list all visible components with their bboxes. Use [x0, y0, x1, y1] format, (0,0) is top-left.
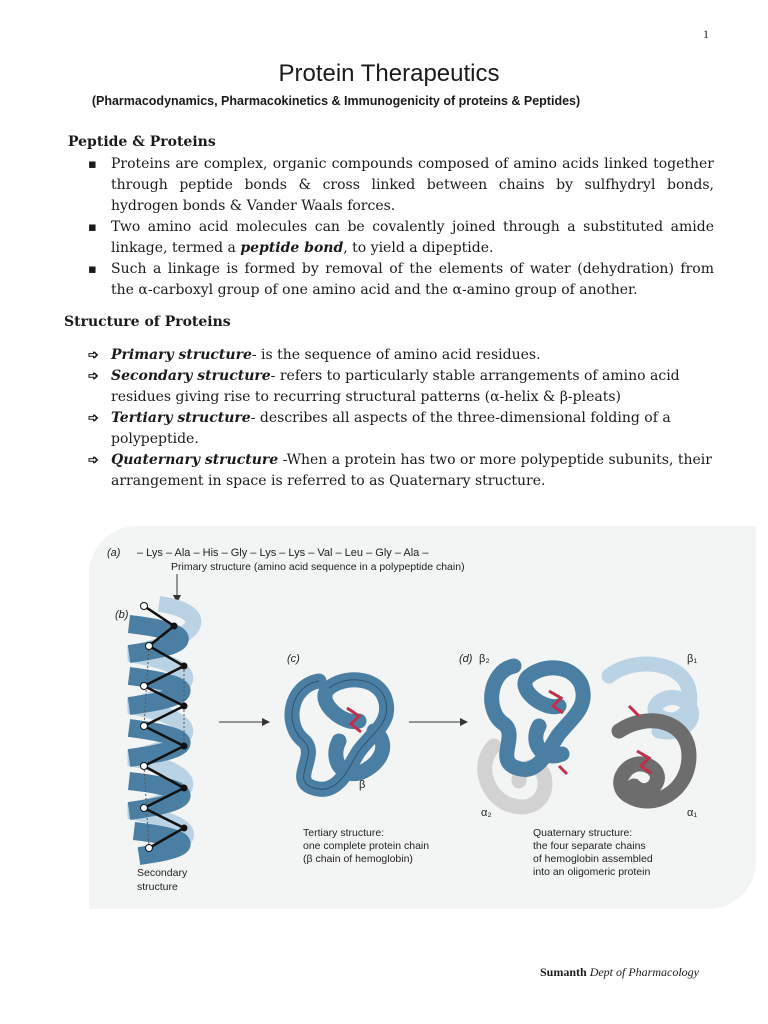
- secondary-caption-line1: Secondary: [137, 867, 188, 879]
- quaternary-structure-icon: [485, 664, 692, 807]
- page-footer: [540, 965, 699, 980]
- structure-term: Primary structure: [111, 347, 252, 363]
- page-number: 1: [703, 27, 709, 41]
- structure-bullet-list: [88, 345, 714, 492]
- figure-label-c: (c): [287, 653, 300, 665]
- tertiary-caption-line2: one complete protein chain: [303, 840, 430, 852]
- amino-acid-sequence: – Lys – Ala – His – Gly – Lys – Lys – Val – Leu – Gly – Ala –: [137, 547, 429, 559]
- peptide-bond-term: peptide bond: [240, 240, 344, 256]
- figure-label-d: (d): [459, 653, 473, 665]
- secondary-caption-line2: structure: [137, 881, 178, 893]
- alpha-helix-icon: [129, 603, 193, 857]
- tertiary-caption-line1: Tertiary structure:: [303, 827, 385, 839]
- beta-chain-label: β: [359, 779, 366, 791]
- protein-structure-diagram: [89, 526, 756, 909]
- page-subtitle: (Pharmacodynamics, Pharmacokinetics & Immunogenicity of proteins & Peptides): [91, 94, 581, 108]
- quaternary-caption-line4: into an oligomeric protein: [533, 866, 651, 878]
- list-item: ▪ Proteins are complex, organic compounds composed of amino acids linked together through peptide bonds & cross linked between chains by sulfhydryl bonds, hydrogen bonds & Vander Waals forces.: [88, 154, 714, 217]
- tertiary-caption-line3: (β chain of hemoglobin): [303, 853, 413, 865]
- quaternary-caption-line1: Quaternary structure:: [533, 827, 633, 839]
- list-item: [88, 408, 714, 450]
- list-item: [88, 450, 714, 492]
- section-heading-structure: Structure of Proteins: [64, 314, 231, 330]
- beta2-label: β₂: [479, 653, 490, 665]
- bullet-text: Two amino acid molecules can be covalently joined through a substituted amide linkage, termed a: [111, 219, 714, 256]
- list-item: [88, 345, 714, 366]
- section-heading-peptides: Peptide & Proteins: [68, 134, 216, 150]
- structure-term: Tertiary structure: [111, 410, 251, 426]
- quaternary-caption-line2: the four separate chains: [533, 840, 646, 852]
- structure-term: Secondary structure: [111, 368, 271, 384]
- tertiary-structure-icon: [292, 680, 387, 790]
- structure-term: Quaternary structure: [111, 452, 279, 468]
- bullet-text: , to yield a dipeptide.: [343, 240, 494, 256]
- figure-label-b: (b): [115, 609, 129, 621]
- figure-label-a: (a): [107, 547, 121, 559]
- beta1-label: β₁: [687, 653, 698, 665]
- protein-structure-figure: [89, 526, 756, 909]
- list-item: ▪ Such a linkage is formed by removal of the elements of water (dehydration) from the α-carboxyl group of one amino acid and the α-amino group of another.: [88, 259, 714, 301]
- peptide-bullet-list: [88, 154, 714, 301]
- page-title: Protein Therapeutics: [278, 60, 500, 87]
- list-item: [88, 217, 714, 259]
- alpha1-label: α₁: [687, 807, 698, 819]
- footer-department: Dept of Pharmacology: [589, 965, 699, 979]
- footer-author: Sumanth: [540, 965, 587, 979]
- primary-structure-caption: Primary structure (amino acid sequence in a polypeptide chain): [171, 561, 465, 573]
- list-item: [88, 366, 714, 408]
- structure-desc: - refers to particularly stable arrangements of amino acid residues giving rise to recurring structural patterns (α-helix & β-pleats): [111, 368, 680, 405]
- structure-desc: - is the sequence of amino acid residues.: [251, 347, 541, 363]
- structure-desc: - describes all aspects of the three-dimensional folding of a polypeptide.: [111, 410, 671, 447]
- alpha2-label: α₂: [481, 807, 492, 819]
- quaternary-caption-line3: of hemoglobin assembled: [533, 853, 653, 865]
- structure-desc: -When a protein has two or more polypeptide subunits, their arrangement in space is referred to as Quaternary structure.: [111, 452, 712, 489]
